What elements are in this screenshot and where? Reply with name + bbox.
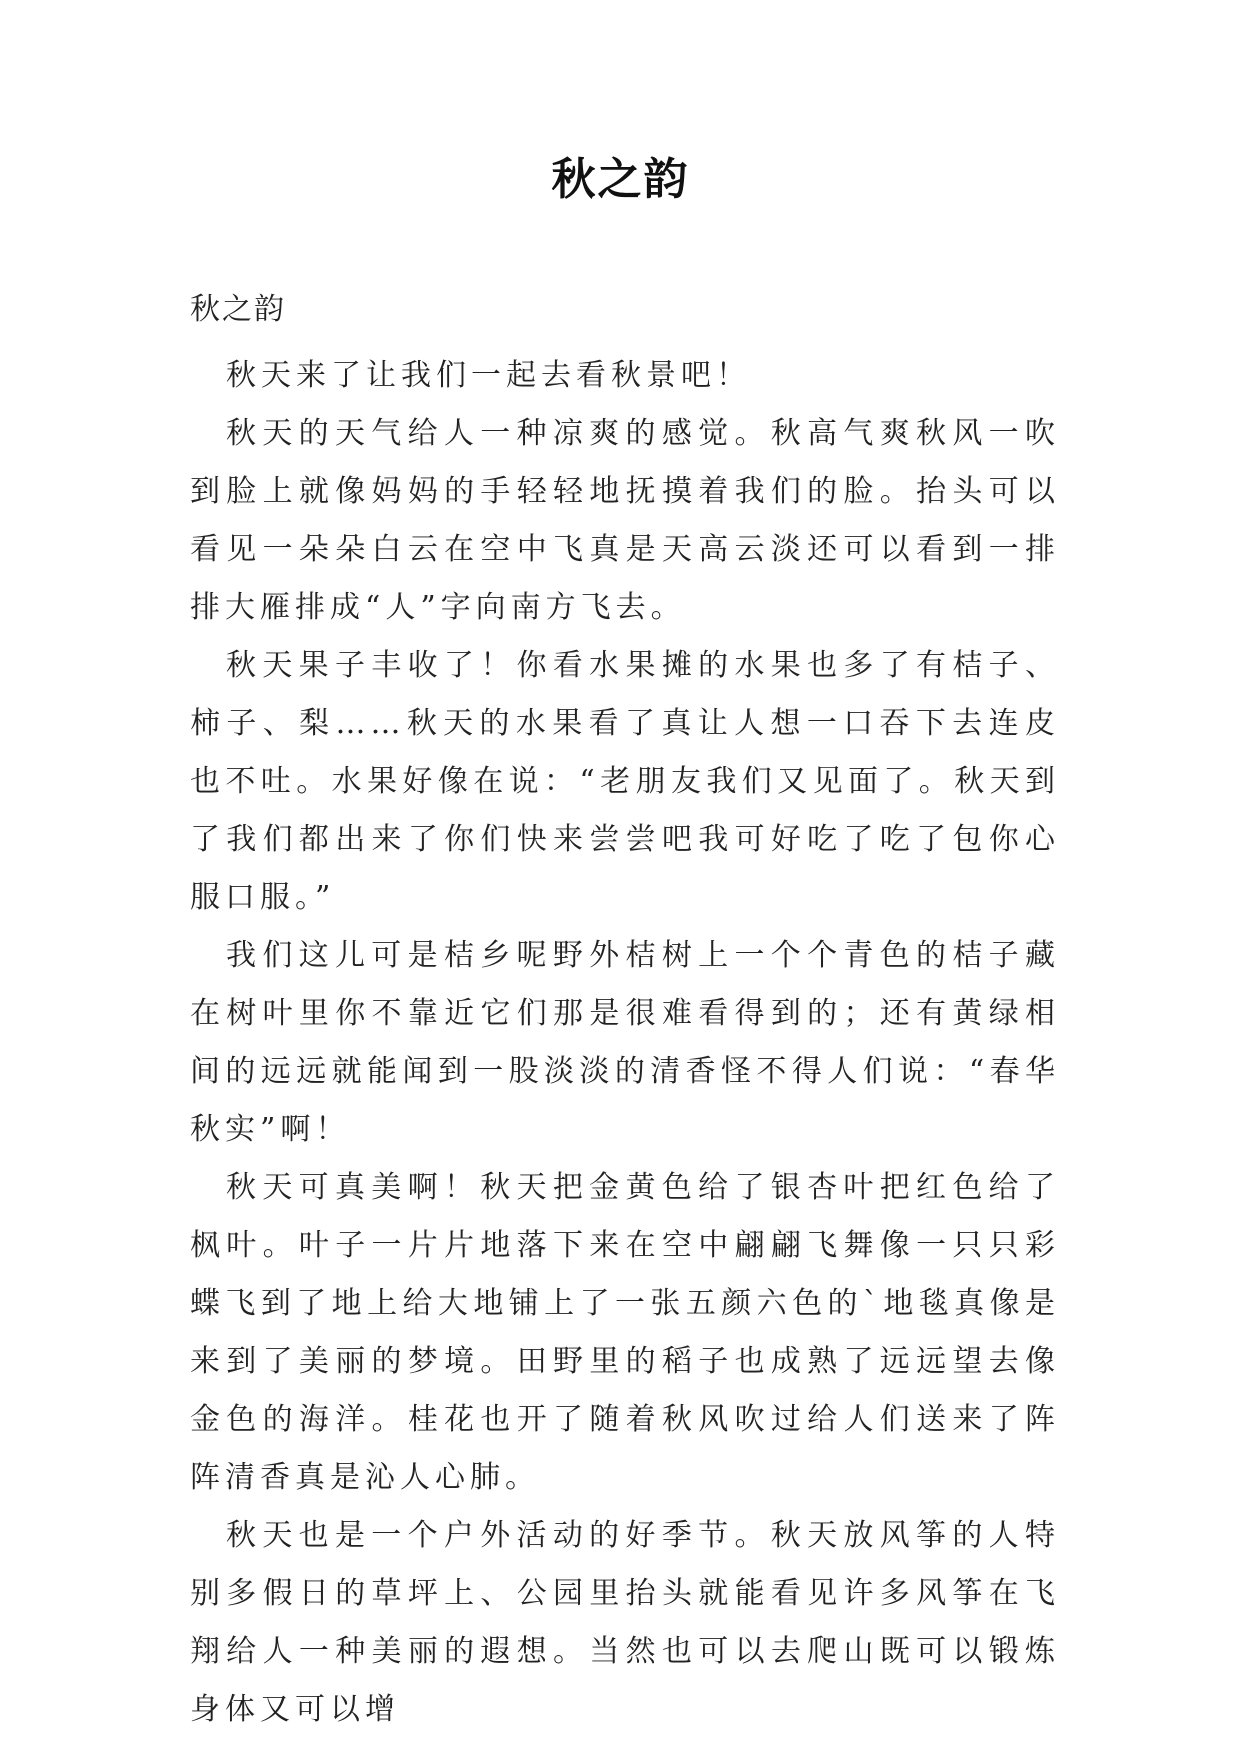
paragraph-3: 秋天果子丰收了！你看水果摊的水果也多了有桔子、柿子、梨……秋天的水果看了真让人想一口吞下去连皮也不吐。水果好像在说：“老朋友我们又见面了。秋天到了我们都出来了你们快来尝尝吧我可好吃了吃了包你心服口服。” xyxy=(190,648,1060,915)
paragraph-4: 我们这儿可是桔乡呢野外桔树上一个个青色的桔子藏在树叶里你不靠近它们那是很难看得到的；还有黄绿相间的远远就能闻到一股淡淡的清香怪不得人们说：“春华秋实”啊！ xyxy=(190,938,1060,1147)
paragraph-6: 秋天也是一个户外活动的好季节。秋天放风筝的人特别多假日的草坪上、公园里抬头就能看见许多风筝在飞翔给人一种美丽的遐想。当然也可以去爬山既可以锻炼身体又可以增 xyxy=(190,1518,1060,1727)
document-body xyxy=(190,347,1060,1739)
paragraph-5: 秋天可真美啊！秋天把金黄色给了银杏叶把红色给了枫叶。叶子一片片地落下来在空中翩翩飞舞像一只只彩蝶飞到了地上给大地铺上了一张五颜六色的`地毯真像是来到了美丽的梦境。田野里的稻子也成熟了远远望去像金色的海洋。桂花也开了随着秋风吹过给人们送来了阵阵清香真是沁人心肺。 xyxy=(190,1170,1060,1495)
paragraph-1: 秋天来了让我们一起去看秋景吧！ xyxy=(226,358,751,393)
document-subheading: 秋之韵 xyxy=(190,292,286,327)
paragraph-2: 秋天的天气给人一种凉爽的感觉。秋高气爽秋风一吹到脸上就像妈妈的手轻轻地抚摸着我们的脸。抬头可以看见一朵朵白云在空中飞真是天高云淡还可以看到一排排大雁排成“人”字向南方飞去。 xyxy=(190,416,1060,625)
page-title: 秋之韵 xyxy=(551,154,690,205)
